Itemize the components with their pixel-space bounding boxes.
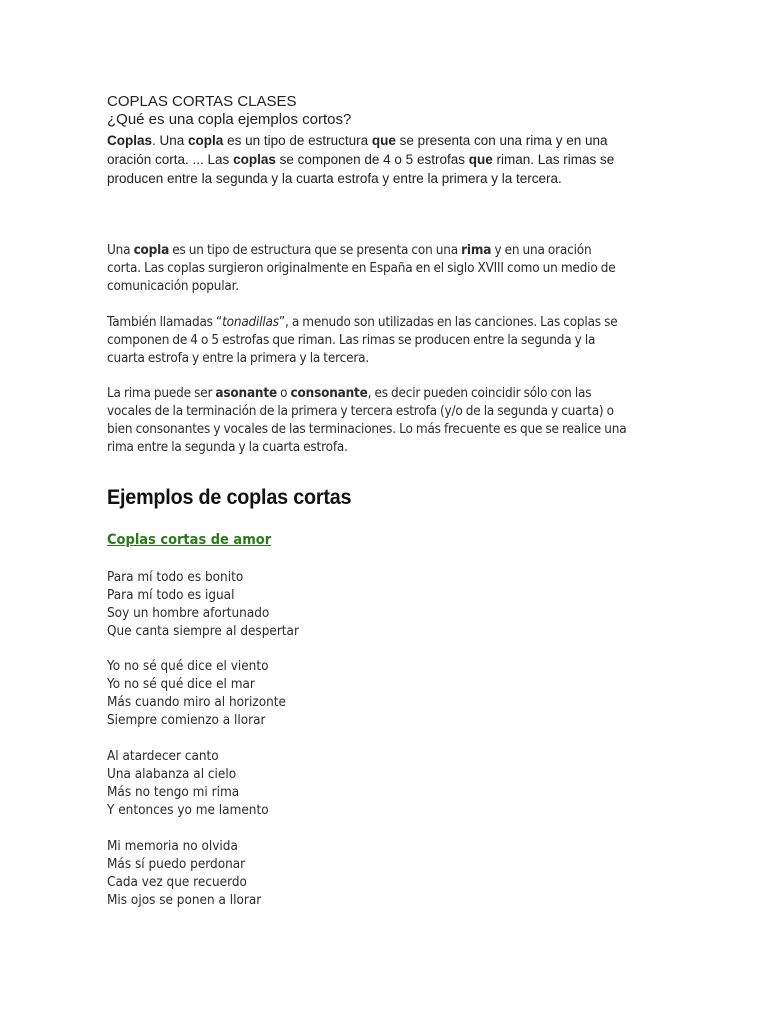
section-subheading-link[interactable]: Coplas cortas de amor — [107, 532, 272, 548]
stanza — [107, 569, 591, 641]
paragraph-text: o — [276, 386, 291, 401]
paragraph-text: Una — [107, 243, 134, 258]
verse-line: Mi memoria no olvida — [107, 839, 238, 854]
paragraph-rima — [107, 385, 628, 457]
stanza — [107, 838, 591, 910]
paragraph-text: es un tipo de estructura que se presenta con una — [169, 243, 462, 258]
lead-text: riman. Las rimas se producen entre la segunda y la cuarta estrofa y entre la primera y la tercera. — [107, 152, 615, 186]
verse-line: Una alabanza al cielo — [107, 767, 237, 782]
paragraph-text: y en una oración corta. Las coplas surgieron originalmente en España en el siglo XVIII como un medio de comunicación popular. — [107, 243, 616, 294]
document-title: COPLAS CORTAS CLASES — [107, 93, 297, 110]
lead-text: se presenta con una rima y en una oración corta. ... Las — [107, 133, 608, 167]
document-question: ¿Qué es una copla ejemplos cortos? — [107, 111, 352, 128]
paragraph-tonadillas — [107, 314, 628, 368]
italic-term: tonadillas — [222, 315, 279, 330]
verse-line: Para mí todo es igual — [107, 588, 235, 603]
paragraph-definition — [107, 242, 628, 296]
paragraph-text: También llamadas “ — [107, 315, 223, 330]
verse-line: Que canta siempre al despertar — [107, 624, 299, 639]
bold-term: consonante — [290, 386, 368, 401]
verse-line: Al atardecer canto — [107, 749, 219, 764]
lead-text: es un tipo de estructura — [223, 133, 372, 148]
paragraph-text: , es decir pueden coincidir sólo con las vocales de la terminación de la primera y tercera estrofa (y/o de la segunda y cuarta) o bien consonantes y vocales de las terminaciones. Lo más frecuente es que se realice una rima entre la segunda y la cuarta estrofa. — [107, 386, 627, 455]
verse-line: Y entonces yo me lamento — [107, 803, 269, 818]
bold-term: que — [468, 152, 493, 167]
verse-line: Cada vez que recuerdo — [107, 875, 247, 890]
verse-line: Mis ojos se ponen a llorar — [107, 893, 262, 908]
verse-line: Más cuando miro al horizonte — [107, 695, 286, 710]
bold-term: que — [371, 133, 396, 148]
paragraph-text: La rima puede ser — [107, 386, 216, 401]
verse-line: Soy un hombre afortunado — [107, 606, 270, 621]
stanza — [107, 658, 591, 730]
lead-paragraph — [107, 131, 652, 188]
verse-line: Más sí puedo perdonar — [107, 857, 246, 872]
bold-term: rima — [461, 243, 492, 258]
bold-term: coplas — [233, 152, 276, 167]
section-heading: Ejemplos de coplas cortas — [107, 486, 352, 509]
verse-line: Para mí todo es bonito — [107, 570, 244, 585]
verse-line: Siempre comienzo a llorar — [107, 713, 266, 728]
lead-text: . Una — [152, 133, 189, 148]
bold-term: Coplas — [107, 133, 153, 148]
verse-line: Yo no sé qué dice el mar — [107, 677, 255, 692]
paragraph-text: ”, a menudo son utilizadas en las canciones. Las coplas se componen de 4 o 5 estrofas que riman. Las rimas se producen entre la segunda y la cuarta estrofa y entre la primera y la tercera. — [107, 315, 618, 366]
bold-term: asonante — [215, 386, 277, 401]
stanza — [107, 748, 591, 820]
lead-text: se componen de 4 o 5 estrofas — [275, 152, 469, 167]
bold-term: copla — [133, 243, 170, 258]
verse-line: Más no tengo mi rima — [107, 785, 240, 800]
bold-term: copla — [188, 133, 224, 148]
verse-line: Yo no sé qué dice el viento — [107, 659, 269, 674]
